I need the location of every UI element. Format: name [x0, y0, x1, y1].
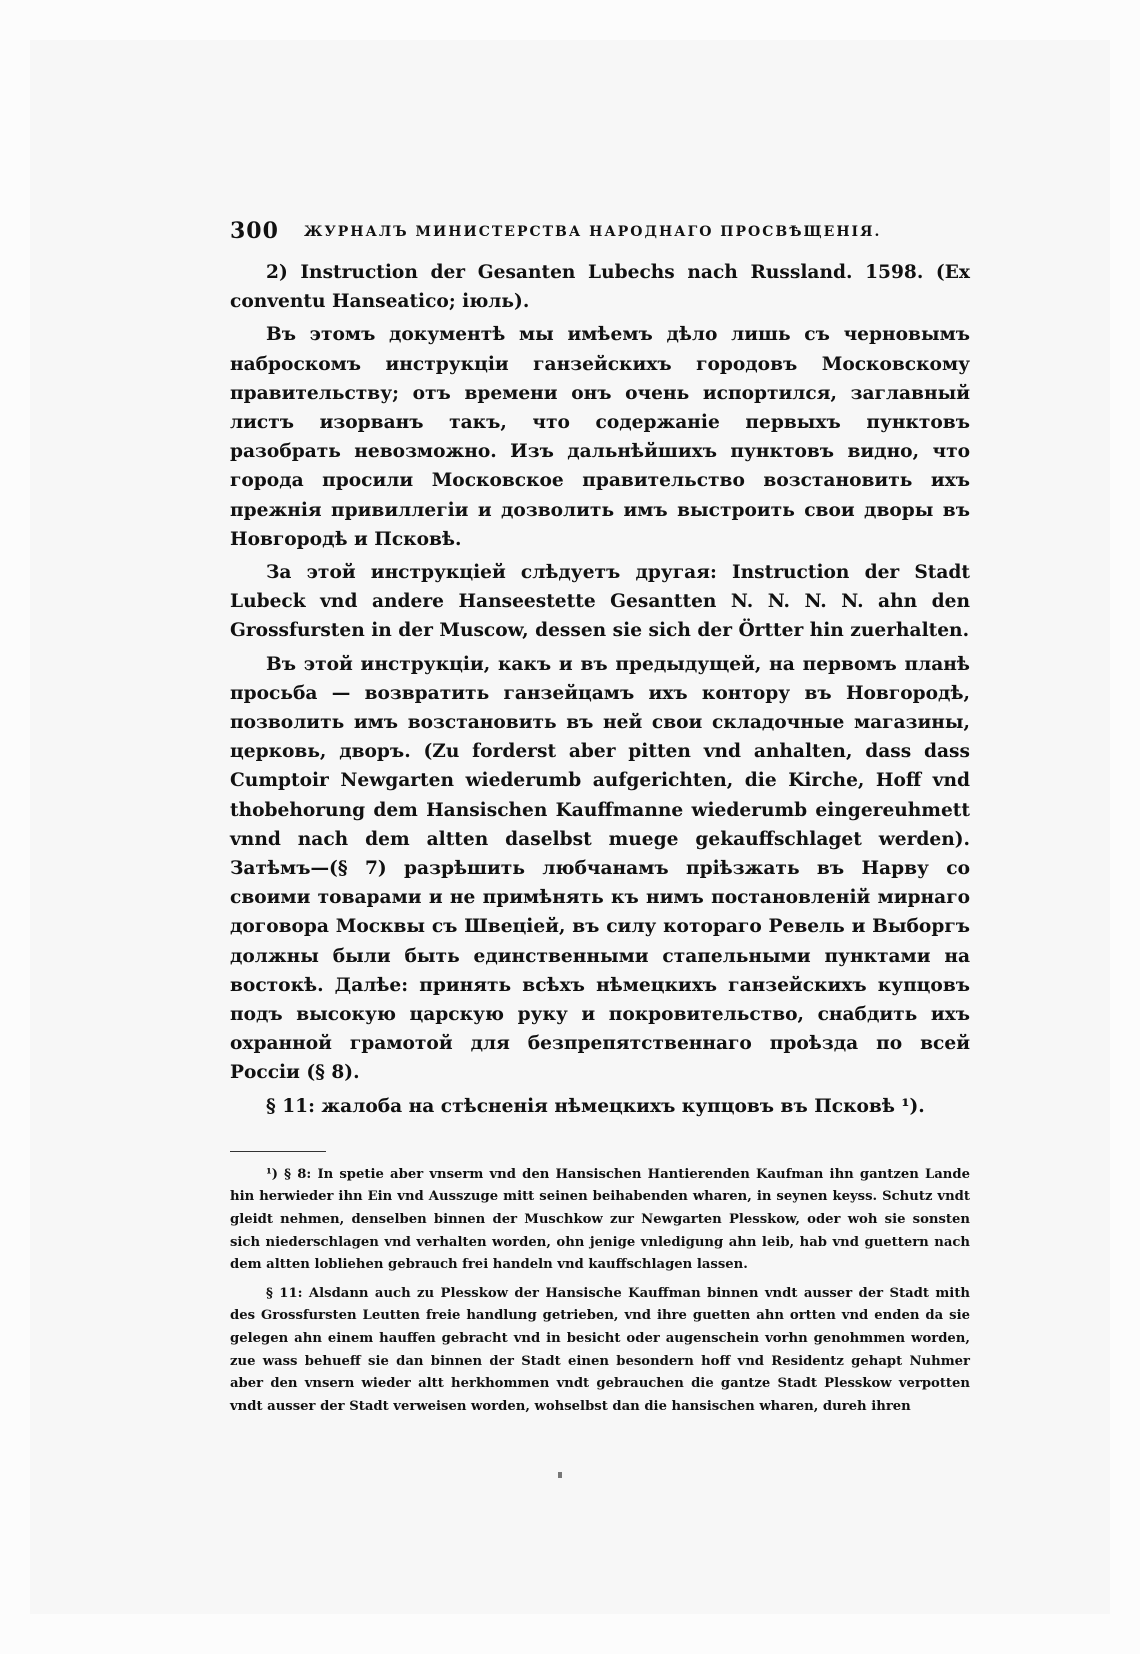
paragraph: За этой инструкціей слѣдуетъ другая: Instruction der Stadt Lubeck vnd andere Hanseestette Gesantten N. N. N. N. ahn den Grossfursten in der Muscow, dessen sie sich der Örtter hin zuerhalten.: [230, 562, 970, 642]
footnote: § 11: Alsdann auch zu Plesskow der Hansische Kauffman binnen vndt ausser der Stadt mith des Grossfursten Leutten freie handlung getrieben, vnd ihre guetten ahn ortten vnd enden da sie gelegen ahn einem hauffen gebracht vnd in besicht oder augenschein vorhn genohmmen worden, zue wass behueff sie dan binnen der Stadt einen besondern hoff vnd Residentz gehapt Nuhmer aber den vnsern wieder altt herkhommen vndt gebrauchen die gantze Stadt Plesskow verpotten vndt ausser der Stadt verweisen worden, wohselbst dan die hansischen wharen, dureh ihren: [230, 1285, 970, 1414]
paragraph: Въ этой инструкціи, какъ и въ предыдущей, на первомъ планѣ просьба — возвратить ганзейцамъ ихъ контору въ Новгородѣ, позволить имъ возстановить въ ней свои складочные магазины, церковь, дворъ. (Zu forderst aber pitten vnd anhalten, dass dass Cumptoir Newgarten wiederumb aufgerichten, die Kirche, Hoff vnd thobehorung dem Hansischen Kauffmanne wiederumb eingereuhmett vnnd nach dem altten daselbst muege gekauffschlaget werden). Затѣмъ—(§ 7) разрѣшить любчанамъ пріѣзжать въ Нарву со своими товарами и не примѣнять къ нимъ постановленій мирнаго договора Москвы съ Швеціей, въ силу котораго Ревель и Выборгъ должны были быть единственными стапельными пунктами на востокѣ. Далѣе: принять всѣхъ нѣмецкихъ ганзейскихъ купцовъ подъ высокую царскую руку и покровительство, снабдить ихъ охранной грамотой для безпрепятственнаго проѣзда по всей Россіи (§ 8).: [230, 653, 970, 1084]
page-number: 300: [230, 218, 279, 244]
paragraph: 2) Instruction der Gesanten Lubechs nach Russland. 1598. (Ex conventu Hanseatico; іюль).: [230, 262, 970, 313]
footnote-rule: [230, 1151, 326, 1152]
book-page: [230, 218, 970, 1424]
journal-title: ЖУРНАЛЪ МИНИСТЕРСТВА НАРОДНАГО ПРОСВѢЩЕНІЯ.: [304, 224, 882, 240]
paragraph: § 11: жалоба на стѣсненія нѣмецкихъ купцовъ въ Псковѣ ¹).: [266, 1095, 925, 1117]
paragraph: Въ этомъ документѣ мы имѣемъ дѣло лишь съ черновымъ наброскомъ инструкціи ганзейскихъ городовъ Московскому правительству; отъ времени онъ очень испортился, заглавный листъ изорванъ такъ, что содержаніе первыхъ пунктовъ разобрать невозможно. Изъ дальнѣйшихъ пунктовъ видно, что города просили Московское правительство возстановить ихъ прежнія привиллегіи и дозволить имъ выстроить свои дворы въ Новгородѣ и Псковѣ.: [230, 324, 970, 550]
footnotes: [230, 1164, 970, 1419]
print-mark: [558, 1472, 562, 1478]
footnote: ¹) § 8: In spetie aber vnserm vnd den Hansischen Hantierenden Kaufman ihn gantzen Lande hin herwieder ihn Ein vnd Ausszuge mitt seinen beihabenden wharen, in seynen keyss. Schutz vndt gleidt nehmen, denselben binnen der Muschkow zur Newgarten Plesskow, oder woh sie sonsten sich niederschlagen vnd verhalten worden, ohn jenige vnledigung ahn leib, hab vnd guettern nach dem altten lobliehen gebrauch frei handeln vnd kauffschlagen lassen.: [230, 1166, 970, 1273]
main-text: [230, 258, 970, 1121]
running-head: [230, 218, 970, 258]
